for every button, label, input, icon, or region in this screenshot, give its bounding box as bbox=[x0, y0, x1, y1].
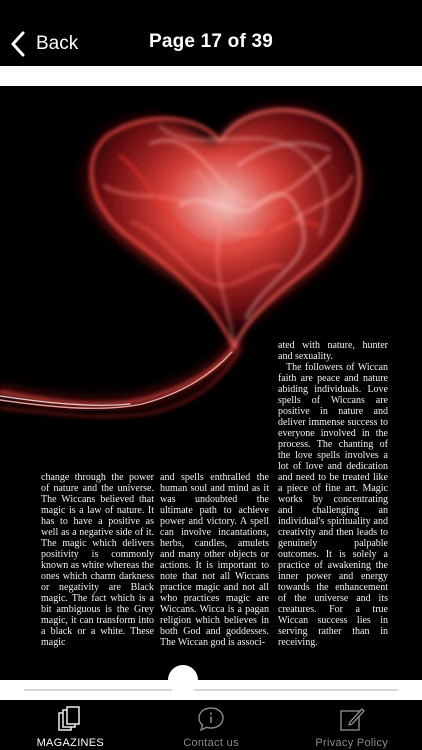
page-indicator: Page 17 of 39 bbox=[148, 31, 274, 52]
article-column-3-paragraph-2: The followers of Wiccan faith are peace and nature abiding individuals. Love spells of Wiccans are positive in nature and deliver immense success to everyone involved in the process. The chanting of the love spells involves a lot of love and dedication and need to be treated like a piece of fine art. Magic works by concentrating and challenging an individual's spirituality and creativity and then leads to genuinely palpable outcomes. It is solely a practice of awakening the inner power and energy towards the enhancement of the universe and its creatures. For a true Wiccan success lies in serving rather than in receiving. bbox=[278, 362, 388, 648]
article-column-3 bbox=[278, 340, 388, 648]
article-column-1 bbox=[41, 472, 154, 648]
page-scrubber[interactable] bbox=[0, 680, 422, 700]
scrubber-handle[interactable] bbox=[168, 665, 198, 695]
article-column-2 bbox=[160, 472, 269, 648]
article-column-2-text: and spells enthralled the human soul and mind as it was undoubted the ultimate path to achieve power and victory. A spell can involve incantations, herbs, candles, amulets and many other objects or actions. It is important to note that not all Wiccans practice magic and not all who practices magic are Wiccans. Wicca is a pagan religion which believes in both God and goddesses. The Wiccan god is associ- bbox=[160, 472, 269, 648]
page-top-border bbox=[0, 66, 422, 86]
tab-magazines[interactable] bbox=[0, 700, 141, 750]
chat-info-icon bbox=[197, 705, 225, 733]
tab-bar bbox=[0, 700, 422, 750]
tab-magazines-label: MAGAZINES bbox=[36, 737, 105, 749]
tab-contact-us[interactable] bbox=[141, 700, 282, 750]
back-label: Back bbox=[36, 33, 79, 54]
edit-document-icon bbox=[338, 705, 366, 733]
magazines-icon bbox=[56, 705, 84, 733]
tab-privacy-policy[interactable] bbox=[281, 700, 422, 750]
article-column-3-paragraph-1: ated with nature, hunter and sexuality. bbox=[278, 340, 388, 362]
tab-contact-us-label: Contact us bbox=[183, 737, 239, 749]
scrubber-track[interactable] bbox=[24, 689, 398, 691]
tab-privacy-policy-label: Privacy Policy bbox=[315, 737, 389, 749]
magazine-page[interactable] bbox=[0, 86, 422, 680]
article-column-1-text: change through the power of nature and the universe. The Wiccans believed that magic is a law of nature. It has to have a positive as well as a negative side of it. The magic which delivers positivity is commonly known as white whereas the ones which charm darkness or negativity are Black magic. The fact which is a bit ambiguous is the Grey magic, it can transform into a black or a white. These magic bbox=[41, 472, 154, 648]
navigation-bar bbox=[0, 0, 422, 66]
